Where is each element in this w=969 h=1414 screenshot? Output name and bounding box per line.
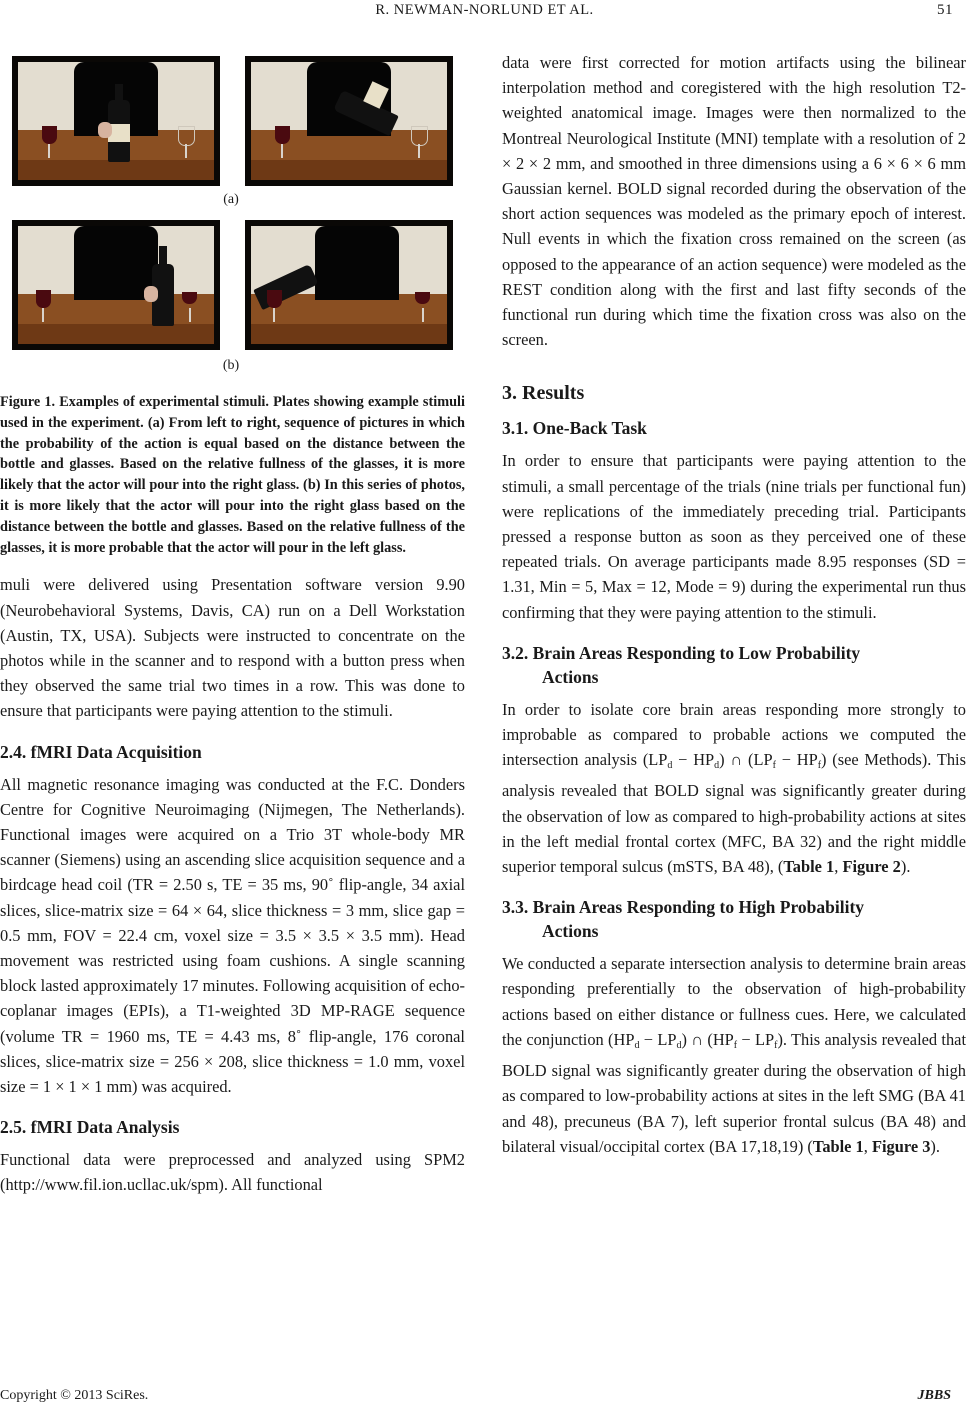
- figure-label-a: (a): [223, 192, 239, 207]
- heading-results: 3. Results: [502, 382, 585, 405]
- table-1-ref-2: Table 1: [812, 1136, 864, 1156]
- heading-low-probability-line2: Actions: [542, 666, 599, 687]
- paragraph-high-probability: We conducted a separate intersection analysis to determine brain areas responding preferentially to the observation of high-probability actions based on either distance or fullness cues. Here, we calculated the conjunction $(HP_d - LP_d)$ ∩ $(HP_f - LP_f)$. This analysis revealed that BOLD signal was significantly greater during the observation of high as compared to low-probability actions at sites in the left SMG (BA 41 and 48), precuneus (BA 7), left superior frontal sulcus (BA 48) and bilateral visual/occipital cortex (BA 17,18,19) (Table 1, Figure 3).: [502, 954, 966, 1156]
- figure-1: [0, 50, 465, 380]
- paragraph-one-back-task: In order to ensure that participants were paying attention to the stimuli, a small percentage of the trials (nine trials per functional fun) were replications of the immediately preceding trial. Participants pressed a response button as soon as they perceived one of these repeated trials. On average participants made 8.95 responses (SD = 1.31, Min = 5, Max = 12, Mode = 9) during the experimental run thus confirming that they were paying attention to the stimuli.: [502, 451, 966, 622]
- paragraph-low-probability: In order to isolate core brain areas responding more strongly to improbable as compared to probable actions we computed the intersection analysis $(LP_d - HP_d)$ ∩ $(LP_f - HP_f)$ (see Methods). This analysis revealed that BOLD signal was significantly greater during the observation of low as compared to high-probability actions at sites in the left medial frontal cortex (MFC, BA 32) and the right middle superior temporal sulcus (mSTS, BA 48), (Table 1, Figure 2).: [502, 699, 966, 877]
- paragraph-data-analysis: Functional data were preprocessed and analyzed using SPM2 (http://www.fil.ion.ucllac.uk/spm). All functional: [0, 1150, 465, 1195]
- figure-caption: Figure 1. Examples of experimental stimuli. Plates showing example stimuli used in the experiment. (a) From left to right, sequence of pictures in which the probability of the action is equal based on the distance between the bottle and glasses. Based on the relative fullness of the glasses, it is more likely that the actor will pour into the right glass. (b) In this series of photos, it is more likely that the actor will pour into the right glass based on the distance between the bottle and glasses. Based on the relative fullness of the glasses, it is more probable that the actor will pour in the left glass.: [0, 394, 465, 556]
- page-number: 51: [937, 2, 953, 18]
- stimulus-photo-b1: [12, 220, 220, 350]
- copyright-notice: Copyright © 2013 SciRes.: [0, 1388, 149, 1403]
- heading-low-probability-line1: 3.2. Brain Areas Responding to Low Probability: [502, 642, 861, 663]
- heading-high-probability: [502, 895, 966, 943]
- paragraph-preprocessing: data were first corrected for motion artifacts using the bilinear interpolation method and coregistered with the high resolution T2-weighted anatomical image. Images were then normalized to the Montreal Neurological Institute (MNI) template with a resolution of 2 × 2 × 2 mm, and smoothed in three dimensions using a 6 × 6 × 6 mm Gaussian kernel. BOLD signal recorded during the observation of the short action sequences was modeled as the primary epoch of interest. Null events in which the fixation cross remained on the screen (as opposed to the appearance of an action sequence) were modeled as the REST condition along with the first and last fifty seconds of the functional run during which time the fixation cross was also on the screen.: [502, 53, 966, 350]
- stimulus-photo-a1: [12, 56, 220, 186]
- figure-2-ref: Figure 2: [842, 857, 901, 877]
- left-column: [0, 50, 465, 1198]
- running-head: [0, 0, 969, 40]
- stimulus-photo-b2: [245, 220, 453, 350]
- heading-data-acquisition: 2.4. fMRI Data Acquisition: [0, 741, 202, 762]
- table-1-ref: Table 1: [783, 857, 835, 877]
- heading-high-probability-line2: Actions: [542, 921, 599, 942]
- right-column: [502, 50, 966, 1159]
- paragraph-data-acquisition: All magnetic resonance imaging was conducted at the F.C. Donders Centre for Cognitive Neuroimaging (Nijmegen, The Netherlands). Functional images were acquired on a Trio 3T whole-body MR scanner (Siemens) using an ascending slice acquisition sequence and a birdcage head coil (TR = 2.50 s, TE = 35 ms, 90˚ flip-angle, 34 axial slices, slice-matrix size = 64 × 64, slice thickness = 3 mm, slice gap = 0.5 mm, FOV = 22.4 cm, voxel size = 3.5 × 3.5 × 3.5 mm). Head movement was restricted using foam cushions. A single scanning block lasted approximately 17 minutes. Following acquisition of echo-coplanar images (EPIs), a T1-weighted 3D MP-RAGE sequence (volume TR = 1960 ms, TE = 4.43 ms, 8˚ flip-angle, 176 coronal slices, slice-matrix size = 256 × 208, slice thickness = 1.0 mm, voxel size = 1 × 1 × 1 mm) was acquired.: [0, 774, 465, 1097]
- figure-3-ref: Figure 3: [871, 1136, 931, 1156]
- stimulus-photo-a2: [245, 56, 453, 186]
- running-title: R. NEWMAN-NORLUND ET AL.: [375, 2, 594, 18]
- figure-label-b: (b): [222, 358, 240, 373]
- journal-name: JBBS: [917, 1388, 951, 1403]
- heading-low-probability: [502, 641, 966, 689]
- heading-one-back-task: 3.1. One-Back Task: [502, 418, 647, 439]
- paragraph-stimuli: muli were delivered using Presentation software version 9.90 (Neurobehavioral Systems, Davis, CA) run on a Dell Workstation (Austin, TX, USA). Subjects were instructed to concentrate on the photos while in the scanner and to respond with a button press when they observed the same trial two times in a row. This was done to ensure that participants were paying attention to the stimuli.: [0, 575, 465, 721]
- heading-data-analysis: 2.5. fMRI Data Analysis: [0, 1117, 180, 1138]
- heading-high-probability-line1: 3.3. Brain Areas Responding to High Probability: [502, 897, 865, 918]
